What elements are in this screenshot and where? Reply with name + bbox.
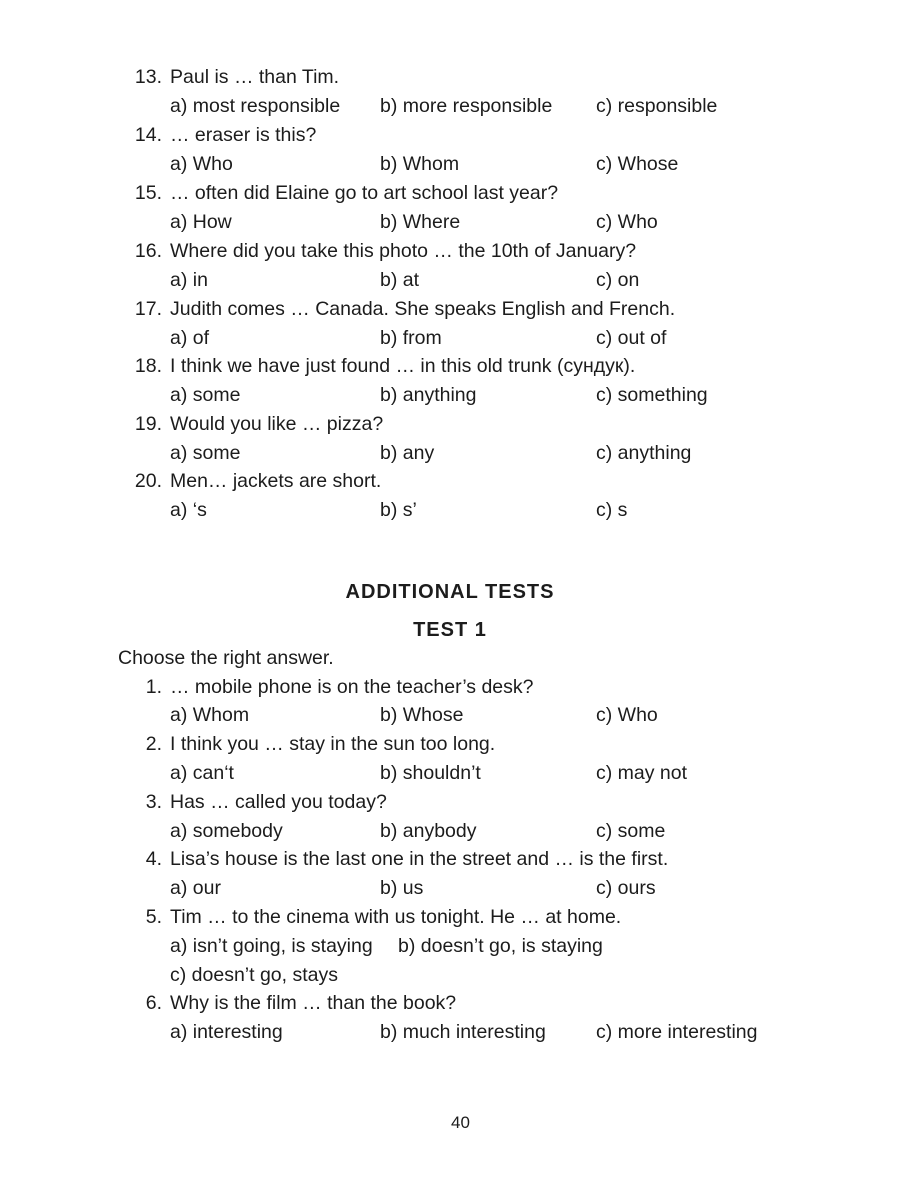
question-text: I think we have just found … in this old trunk (сундук). [170, 355, 636, 377]
option-c: c) may not [596, 762, 688, 784]
option-a: a) isn’t going, is staying [170, 935, 373, 957]
option-b: b) any [380, 442, 435, 464]
option-c: c) anything [596, 442, 692, 464]
option-b: b) much interesting [380, 1021, 546, 1043]
question-text: Paul is … than Tim. [170, 66, 340, 88]
question-text: I think you … stay in the sun too long. [170, 733, 496, 755]
option-a: a) ‘s [170, 499, 207, 521]
question-number: 14. [134, 124, 162, 146]
question-number: 6. [145, 992, 162, 1014]
option-a: a) some [170, 442, 241, 464]
option-b: b) anybody [380, 820, 477, 842]
option-c: c) Whose [596, 153, 679, 175]
option-b: b) Whose [380, 704, 464, 726]
question-text: Tim … to the cinema with us tonight. He … at home. [170, 906, 622, 928]
question-text: … mobile phone is on the teacher’s desk? [170, 676, 534, 698]
option-b: b) from [380, 327, 442, 349]
option-c: c) Who [596, 211, 658, 233]
page-number: 40 [451, 1113, 470, 1132]
question-number: 2. [145, 733, 162, 755]
option-b: b) Whom [380, 153, 460, 175]
question-number: 3. [145, 791, 162, 813]
option-b: b) more responsible [380, 95, 553, 117]
test-title: TEST 1 [413, 619, 487, 641]
option-a: a) can‘t [170, 762, 234, 784]
option-c: c) something [596, 384, 708, 406]
question-number: 4. [145, 848, 162, 870]
option-c: c) responsible [596, 95, 718, 117]
option-c: c) Who [596, 704, 658, 726]
question-number: 20. [134, 470, 162, 492]
question-number: 15. [134, 182, 162, 204]
question-text: Where did you take this photo … the 10th of January? [170, 240, 637, 262]
option-c: c) doesn’t go, stays [170, 964, 338, 986]
option-a: a) somebody [170, 820, 283, 842]
option-a: a) Whom [170, 704, 250, 726]
question-text: Would you like … pizza? [170, 413, 384, 435]
question-number: 5. [145, 906, 162, 928]
question-text: Has … called you today? [170, 791, 387, 813]
question-number: 13. [134, 66, 162, 88]
option-b: b) Where [380, 211, 461, 233]
option-c: c) ours [596, 877, 656, 899]
option-b: b) doesn’t go, is staying [398, 935, 603, 957]
section-title: ADDITIONAL TESTS [345, 581, 555, 603]
option-a: a) How [170, 211, 232, 233]
option-c: c) some [596, 820, 666, 842]
option-b: b) us [380, 877, 424, 899]
option-b: b) anything [380, 384, 477, 406]
option-a: a) in [170, 269, 208, 291]
question-text: … often did Elaine go to art school last year? [170, 182, 559, 204]
option-b: b) at [380, 269, 420, 291]
question-number: 16. [134, 240, 162, 262]
option-a: a) Who [170, 153, 233, 175]
option-a: a) our [170, 877, 221, 899]
option-a: a) most responsible [170, 95, 341, 117]
question-number: 19. [134, 413, 162, 435]
option-a: a) of [170, 327, 210, 349]
question-number: 1. [145, 676, 162, 698]
question-text: Why is the film … than the book? [170, 992, 457, 1014]
option-c: c) on [596, 269, 640, 291]
question-text: Lisa’s house is the last one in the street and … is the first. [170, 848, 669, 870]
option-a: a) interesting [170, 1021, 283, 1043]
option-b: b) shouldn’t [380, 762, 481, 784]
question-number: 17. [134, 298, 162, 320]
option-c: c) s [596, 499, 628, 521]
question-text: Judith comes … Canada. She speaks English and French. [170, 298, 676, 320]
question-text: Men… jackets are short. [170, 470, 382, 492]
question-text: … eraser is this? [170, 124, 317, 146]
question-number: 18. [134, 355, 162, 377]
option-b: b) s’ [380, 499, 417, 521]
option-a: a) some [170, 384, 241, 406]
option-c: c) more interesting [596, 1021, 758, 1043]
option-c: c) out of [596, 327, 667, 349]
instruction: Choose the right answer. [118, 647, 334, 669]
